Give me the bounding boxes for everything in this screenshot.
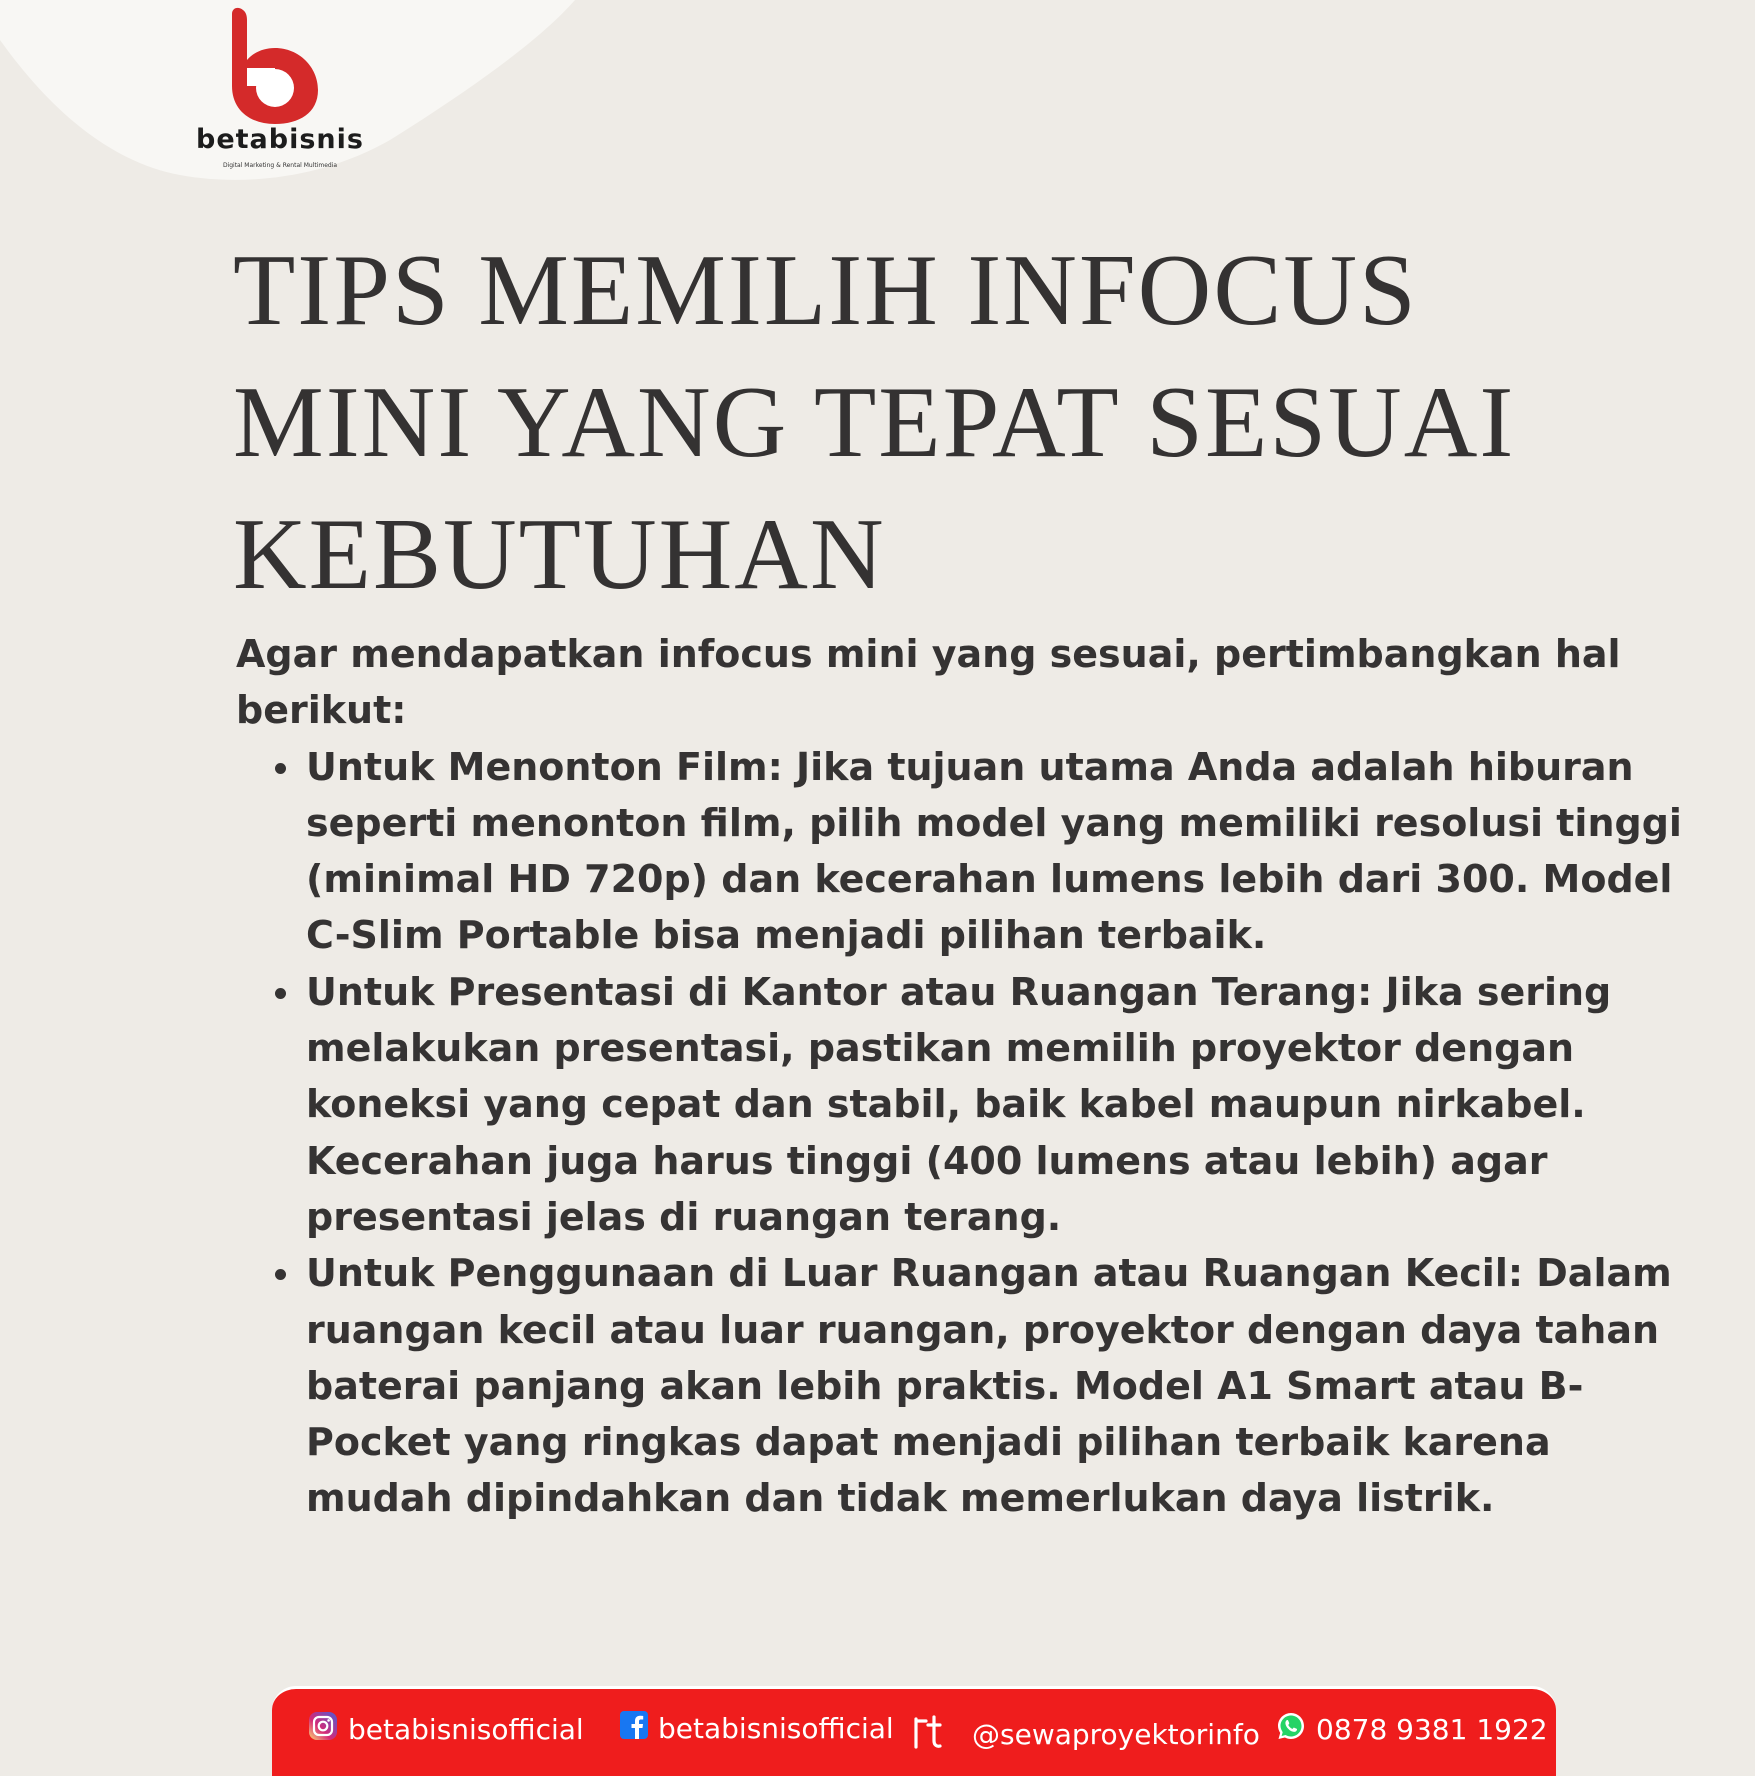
intro-text: Agar mendapatkan infocus mini yang sesuai, pertimbangkan hal berikut: [236, 632, 1621, 733]
whatsapp-link[interactable] [1276, 1711, 1548, 1748]
list-item: Untuk Presentasi di Kantor atau Ruangan Terang: Jika sering melakukan presentasi, pastikan memilih proyektor dengan koneksi yang cepat dan stabil, baik kabel maupun nirkabel. Kecerahan juga harus tinggi (400 lumens atau lebih) agar presentasi jelas di ruangan terang. [236, 964, 1686, 1245]
tips-list [236, 739, 1686, 1527]
whatsapp-icon [1276, 1711, 1306, 1748]
whatsapp-number: 0878 9381 1922 [1316, 1713, 1548, 1746]
title-line: KEBUTUHAN [233, 498, 886, 611]
article-body [236, 626, 1686, 1527]
threads-handle: @sewaproyektorinfo [972, 1718, 1260, 1751]
facebook-handle: betabisnisofficial [658, 1712, 894, 1745]
footer-contact-bar [272, 1686, 1556, 1776]
instagram-icon [308, 1711, 338, 1748]
page-title [233, 225, 1633, 621]
list-item: Untuk Menonton Film: Jika tujuan utama Anda adalah hiburan seperti menonton film, pilih model yang memiliki resolusi tinggi (minimal HD 720p) dan kecerahan lumens lebih dari 300. Model C-Slim Portable bisa menjadi pilihan terbaik. [236, 739, 1686, 964]
brand-logo [190, 6, 370, 176]
title-line: TIPS MEMILIH INFOCUS [233, 234, 1418, 347]
logo-mark-icon [190, 6, 370, 126]
logo-wordmark: betabisnis [196, 124, 364, 155]
instagram-link[interactable] [308, 1711, 584, 1748]
logo-tagline: Digital Marketing & Rental Multimedia [222, 162, 338, 169]
list-item: Untuk Penggunaan di Luar Ruangan atau Ruangan Kecil: Dalam ruangan kecil atau luar ruangan, proyektor dengan daya tahan baterai panjang akan lebih praktis. Model A1 Smart atau B-Pocket yang ringkas dapat menjadi pilihan terbaik karena mudah dipindahkan dan tidak memerlukan daya listrik. [236, 1245, 1686, 1526]
title-line: MINI YANG TEPAT SESUAI [233, 366, 1516, 479]
threads-link[interactable] [908, 1711, 1260, 1758]
threads-icon [908, 1711, 948, 1758]
instagram-handle: betabisnisofficial [348, 1713, 584, 1746]
facebook-link[interactable] [620, 1711, 894, 1746]
facebook-icon [620, 1711, 648, 1746]
